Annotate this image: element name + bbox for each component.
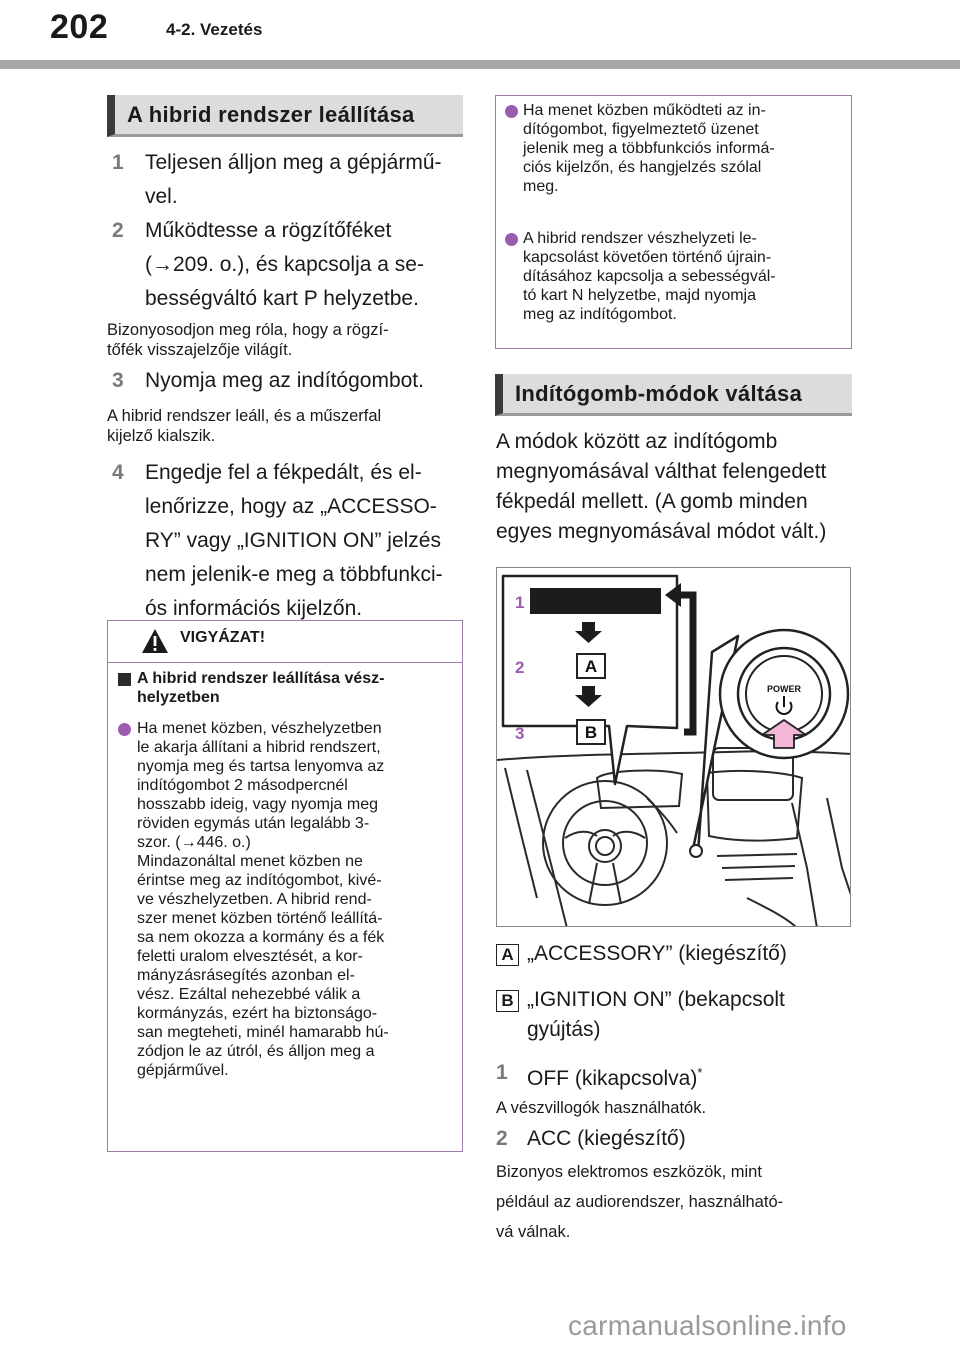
warning-bullet-line: sa nem okozza a kormány és a fék (137, 929, 385, 946)
warning-bullet-line: zódjon le az útról, és álljon meg a (137, 1043, 375, 1060)
bullet-dot-icon (118, 723, 131, 736)
warning-bullet-line: kormányzás, ezért ha biztonságo- (137, 1005, 378, 1022)
warning-bullet-line: Ha menet közben, vészhelyzetben (137, 720, 382, 737)
warning-bullet-line: indítógombot 2 másodpercnél (137, 777, 348, 794)
legend-box-a: A (496, 944, 519, 966)
info-bullet-1: Ha menet közben működteti az in- dítógombot, figyelmeztető üzenet jelenik meg a többfunkciós informá- ciós kijelzőn, és hangjelzés szólal meg. (523, 102, 775, 195)
step-number: 1 (112, 151, 124, 174)
warning-title: VIGYÁZAT! (180, 629, 266, 646)
warning-bullet-text (137, 719, 461, 1080)
mode-number-1: 1 (515, 593, 525, 612)
mode-2-note: Bizonyos elektromos eszközök, mint például az audiorendszer, használható- vá válnak. (496, 1163, 784, 1241)
step-1: 1 Teljesen álljon meg a gépjármű- vel. (112, 146, 462, 216)
bullet-dot-icon (505, 233, 518, 246)
warning-bullet-line: szor. (→446. o.) (137, 834, 251, 851)
legend-b-text: „IGNITION ON” (bekapcsolt gyújtás) (527, 988, 785, 1041)
warning-bullet-line: feletti uralom elvesztését, a kor- (137, 948, 363, 965)
warning-bullet-line: nyomja meg és tartsa lenyomva az (137, 758, 385, 775)
return-arrow-line (679, 595, 693, 732)
info-box (495, 95, 852, 349)
info-bullet-2: A hibrid rendszer vészhelyzeti le- kapcsolást követően történő újrain- dításához kapcsolja a sebességvál- tó kart N helyzetbe, majd nyomja meg az indítógombot. (523, 230, 776, 323)
step-number: 3 (112, 369, 124, 392)
box-a-label: A (584, 657, 598, 676)
step-3-note: A hibrid rendszer leáll, és a műszerfal kijelző kialszik. (107, 407, 382, 445)
power-button-location (690, 845, 702, 857)
warning-subheading: A hibrid rendszer leállítása vész- helyzetben (137, 670, 385, 706)
dashboard-diagram (497, 568, 851, 927)
warning-bullet-line: röviden egymás után legalább 3- (137, 815, 370, 832)
legend-box-b: B (496, 990, 519, 1012)
mode-2-number: 2 (496, 1127, 508, 1150)
mode-1-note: A vészvillogók használhatók. (496, 1099, 707, 1117)
page-number: 202 (50, 8, 109, 46)
step-2: 2 Működtesse a rögzítőféket (→209. o.), és kapcsolja a se- bességváltó kart P helyzetbe. (112, 214, 462, 316)
section-title: 4-2. Vezetés (166, 20, 263, 39)
header-divider (0, 60, 960, 69)
warning-bullet-line: ve vészhelyzetben. A hibrid rend- (137, 891, 372, 908)
warning-bullet-line: vész. Ezáltal nehezebbé válik a (137, 986, 361, 1003)
power-button-illustration (496, 567, 851, 927)
mode-number-3: 3 (515, 724, 525, 743)
mode-1-label: OFF (kikapcsolva)* (527, 1065, 703, 1090)
dashboard-lineart (497, 748, 851, 927)
box-b-label: B (584, 723, 598, 742)
mode-2-label: ACC (kiegészítő) (527, 1127, 686, 1150)
step-2-note: Bizonyosodjon meg róla, hogy a rögzí- tőfék visszajelzője világít. (107, 321, 389, 359)
step-number: 2 (112, 219, 124, 242)
mode-1-number: 1 (496, 1061, 508, 1084)
warning-box (107, 620, 463, 1152)
section-heading-stop-hybrid: A hibrid rendszer leállítása (107, 95, 463, 137)
off-display-blank (530, 588, 661, 614)
warning-bullet-line: hosszabb ideig, vagy nyomja meg (137, 796, 379, 813)
power-button-label: POWER (766, 684, 802, 694)
warning-bullet-line: érintse meg az indítógombot, kivé- (137, 872, 382, 889)
step-number: 4 (112, 461, 124, 484)
mode-number-2: 2 (515, 658, 525, 677)
legend-a-text: „ACCESSORY” (kiegészítő) (527, 942, 787, 965)
bullet-dot-icon (505, 105, 518, 118)
warning-bullet-line: san megteheti, minél hamarabb hú- (137, 1024, 389, 1041)
warning-header (108, 621, 462, 663)
down-arrow-icon (582, 622, 595, 632)
watermark: carmanualsonline.info (568, 1310, 847, 1341)
modes-intro: A módok között az indítógomb megnyomásával válthat felengedett fékpedál mellett. (A gomb minden egyes megnyomásával módot vált.) (496, 430, 827, 543)
warning-bullet-line: mányzásrásegítés azonban el- (137, 967, 355, 984)
step-3: 3 Nyomja meg az indítógombot. (112, 364, 462, 398)
warning-bullet-line: szer menet közben történő leállítá- (137, 910, 383, 927)
warning-bullet-line: gépjárművel. (137, 1062, 229, 1079)
warning-bullet-line: Mindazonáltal menet közben ne (137, 853, 363, 870)
warning-bullet-line: le akarja állítani a hibrid rendszert, (137, 739, 381, 756)
warning-triangle-icon (140, 627, 170, 655)
square-bullet-icon (118, 673, 131, 686)
step-4: 4 Engedje fel a fékpedált, és el- lenőrizze, hogy az „ACCESSO- RY” vagy „IGNITION ON” jelzés nem jelenik-e meg a többfunkci- ós információs kijelzőn. (112, 456, 462, 626)
down-arrow-icon (582, 686, 595, 696)
section-heading-button-modes: Indítógomb-módok váltása (495, 374, 852, 416)
